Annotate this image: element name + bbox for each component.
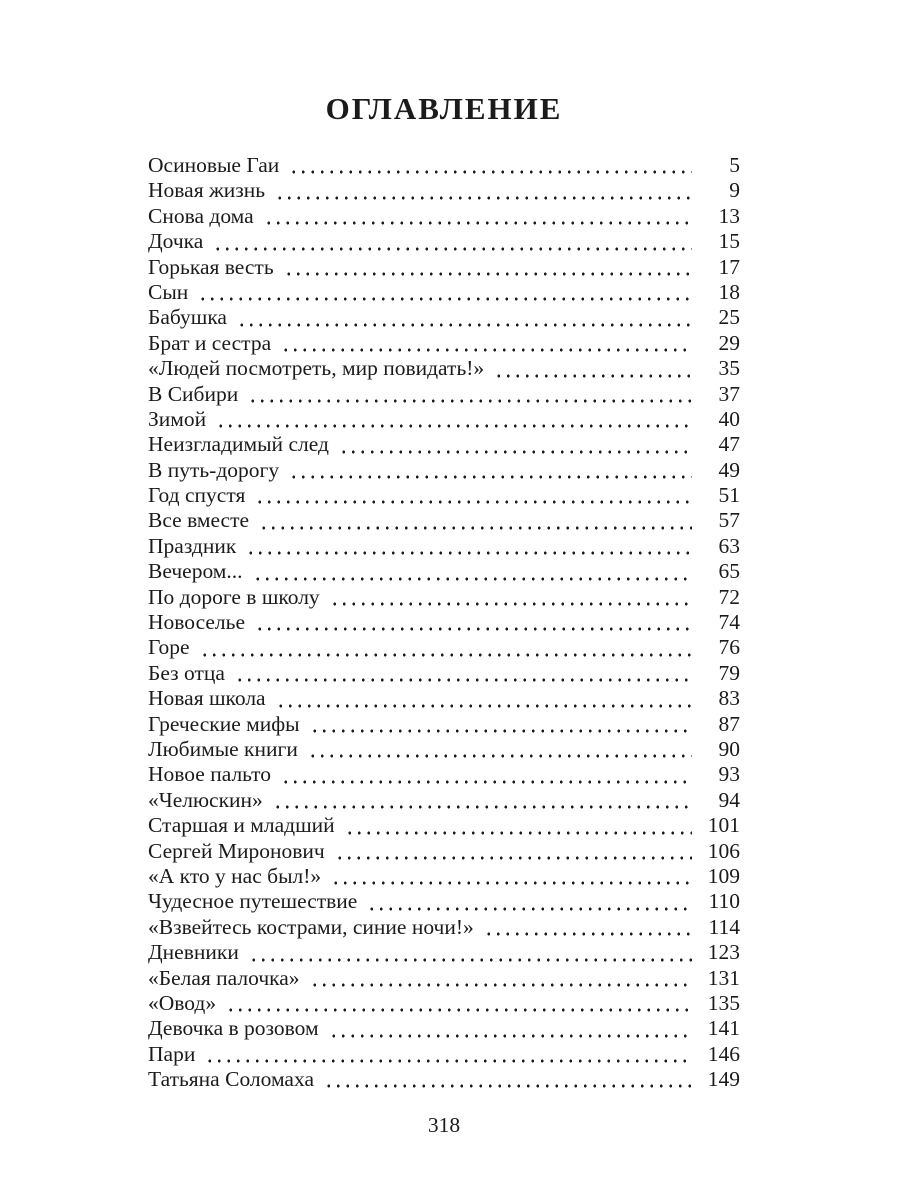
toc-page-number: 63 [718, 533, 740, 558]
toc-row [148, 407, 740, 432]
toc-entry-title: Новоселье [148, 610, 245, 635]
toc-row [148, 255, 740, 280]
toc-row [148, 331, 740, 356]
toc-dot-leader [275, 178, 692, 203]
toc-dot-leader [273, 788, 692, 813]
toc-row [148, 635, 740, 660]
toc-entry-title: Бабушка [148, 305, 227, 330]
toc-page-number: 57 [718, 508, 740, 533]
toc-entry-title: «Людей посмотреть, мир повидать!» [148, 356, 485, 381]
toc-dot-leader [249, 940, 692, 965]
toc-page-number: 149 [707, 1067, 740, 1092]
toc-list [148, 153, 740, 1092]
toc-page-number: 109 [707, 863, 740, 888]
toc-page-number: 74 [718, 610, 740, 635]
toc-row [148, 432, 740, 457]
toc-row [148, 280, 740, 305]
toc-entry-title: Новое пальто [148, 762, 272, 787]
toc-page-number: 5 [729, 153, 740, 177]
toc-entry-title: В путь-дорогу [148, 457, 280, 482]
toc-page-number: 141 [707, 1016, 740, 1041]
page-title: ОГЛАВЛЕНИЕ [325, 91, 563, 126]
toc-page-number: 29 [718, 330, 740, 355]
toc-dot-leader [289, 458, 692, 483]
toc-page-number: 101 [707, 813, 740, 838]
toc-entry-title: Зимой [148, 406, 207, 431]
toc-entry-title: Девочка в розовом [148, 1016, 319, 1041]
toc-entry-title: Брат и сестра [148, 330, 272, 355]
toc-dot-leader [331, 864, 692, 889]
toc-entry-title: Осиновые Гаи [148, 153, 280, 177]
toc-row [148, 686, 740, 711]
toc-page-number: 106 [707, 838, 740, 863]
toc-dot-leader [308, 737, 692, 762]
toc-page-number: 90 [718, 736, 740, 761]
toc-entry-title: Без отца [148, 660, 225, 685]
toc-dot-leader [255, 610, 692, 635]
toc-dot-leader [330, 585, 692, 610]
toc-page-number: 49 [718, 457, 740, 482]
toc-entry-title: Сергей Миронович [148, 838, 325, 863]
toc-dot-leader [248, 382, 692, 407]
toc-page-number: 135 [707, 990, 740, 1015]
toc-entry-title: Сын [148, 279, 189, 304]
toc-row [148, 762, 740, 787]
toc-row [148, 1042, 740, 1067]
toc-row [148, 305, 740, 330]
toc-page-number: 110 [708, 889, 740, 914]
toc-entry-title: Горе [148, 635, 190, 660]
toc-dot-leader [246, 534, 692, 559]
toc-page-number: 114 [708, 914, 740, 939]
toc-row [148, 915, 740, 940]
toc-row [148, 661, 740, 686]
toc-entry-title: Чудесное путешествие [148, 889, 358, 914]
toc-dot-leader [253, 559, 692, 584]
toc-dot-leader [324, 1067, 692, 1092]
toc-page-number: 47 [718, 432, 740, 457]
toc-page-number: 25 [718, 305, 740, 330]
toc-dot-leader [339, 432, 692, 457]
toc-row [148, 559, 740, 584]
toc-dot-leader [264, 204, 692, 229]
toc-row [148, 229, 740, 254]
toc-entry-title: Дочка [148, 229, 204, 254]
toc-row [148, 382, 740, 407]
toc-page-number: 37 [718, 381, 740, 406]
toc-row [148, 712, 740, 737]
toc-page-number: 72 [718, 584, 740, 609]
toc-row [148, 585, 740, 610]
toc-dot-leader [281, 331, 692, 356]
toc-page-number: 83 [718, 686, 740, 711]
toc-page-number: 18 [718, 279, 740, 304]
page-number: 318 [427, 1113, 461, 1138]
toc-row [148, 483, 740, 508]
toc-row [148, 966, 740, 991]
toc-dot-leader [213, 229, 692, 254]
toc-dot-leader [226, 991, 692, 1016]
toc-dot-leader [335, 839, 692, 864]
toc-row [148, 839, 740, 864]
toc-dot-leader [216, 407, 692, 432]
toc-dot-leader [310, 712, 692, 737]
toc-page-number: 51 [718, 483, 740, 508]
toc-dot-leader [255, 483, 692, 508]
toc-dot-leader [205, 1042, 692, 1067]
toc-page-number: 35 [718, 356, 740, 381]
toc-page-number: 65 [718, 559, 740, 584]
toc-row [148, 1016, 740, 1041]
toc-entry-title: Неизгладимый след [148, 432, 329, 457]
toc-row [148, 889, 740, 914]
toc-entry-title: Татьяна Соломаха [148, 1067, 314, 1092]
toc-row [148, 1067, 740, 1092]
toc-row [148, 204, 740, 229]
toc-dot-leader [289, 153, 692, 178]
toc-page-number: 40 [718, 406, 740, 431]
toc-page-number: 9 [729, 178, 740, 203]
toc-entry-title: Праздник [148, 533, 237, 558]
toc-page-number: 146 [707, 1041, 740, 1066]
toc-entry-title: По дороге в школу [148, 584, 320, 609]
toc-entry-title: Вечером... [148, 559, 243, 584]
toc-row [148, 788, 740, 813]
toc-dot-leader [276, 686, 692, 711]
toc-row [148, 508, 740, 533]
toc-dot-leader [198, 280, 692, 305]
toc-entry-title: Пари [148, 1041, 196, 1066]
toc-row [148, 737, 740, 762]
toc-entry-title: Все вместе [148, 508, 250, 533]
toc-dot-leader [310, 966, 692, 991]
toc-dot-leader [284, 255, 692, 280]
toc-entry-title: Любимые книги [148, 736, 298, 761]
toc-row [148, 610, 740, 635]
toc-page-number: 15 [718, 229, 740, 254]
toc-dot-leader [484, 915, 692, 940]
toc-row [148, 940, 740, 965]
toc-page-number: 13 [718, 203, 740, 228]
toc-row [148, 458, 740, 483]
toc-row [148, 864, 740, 889]
toc-row [148, 813, 740, 838]
toc-dot-leader [259, 508, 692, 533]
toc-entry-title: Горькая весть [148, 254, 274, 279]
toc-dot-leader [235, 661, 692, 686]
toc-entry-title: Год спустя [148, 483, 246, 508]
toc-entry-title: Греческие мифы [148, 711, 300, 736]
toc-entry-title: В Сибири [148, 381, 239, 406]
toc-page-number: 123 [707, 940, 740, 965]
toc-row [148, 534, 740, 559]
toc-row [148, 178, 740, 203]
toc-page-number: 79 [718, 660, 740, 685]
toc-entry-title: «Челюскин» [148, 787, 263, 812]
toc-dot-leader [329, 1016, 692, 1041]
toc-entry-title: «Взвейтесь кострами, синие ночи!» [148, 914, 474, 939]
toc-dot-leader [367, 889, 692, 914]
toc-row [148, 991, 740, 1016]
toc-row [148, 356, 740, 381]
toc-page-number: 87 [718, 711, 740, 736]
toc-page-number: 131 [707, 965, 740, 990]
toc-dot-leader [200, 635, 692, 660]
toc-dot-leader [345, 813, 692, 838]
toc-entry-title: «Овод» [148, 990, 217, 1015]
toc-dot-leader [494, 356, 692, 381]
toc-entry-title: Старшая и младший [148, 813, 335, 838]
toc-entry-title: Дневники [148, 940, 239, 965]
toc-page-number: 93 [718, 762, 740, 787]
toc-entry-title: Новая жизнь [148, 178, 266, 203]
toc-row [148, 153, 740, 178]
toc-entry-title: «Белая палочка» [148, 965, 300, 990]
toc-dot-leader [281, 762, 692, 787]
toc-dot-leader [237, 305, 692, 330]
toc-entry-title: «А кто у нас был!» [148, 863, 322, 888]
toc-entry-title: Снова дома [148, 203, 254, 228]
toc-page-number: 94 [718, 787, 740, 812]
toc-page-number: 76 [718, 635, 740, 660]
toc-entry-title: Новая школа [148, 686, 266, 711]
toc-page-number: 17 [718, 254, 740, 279]
